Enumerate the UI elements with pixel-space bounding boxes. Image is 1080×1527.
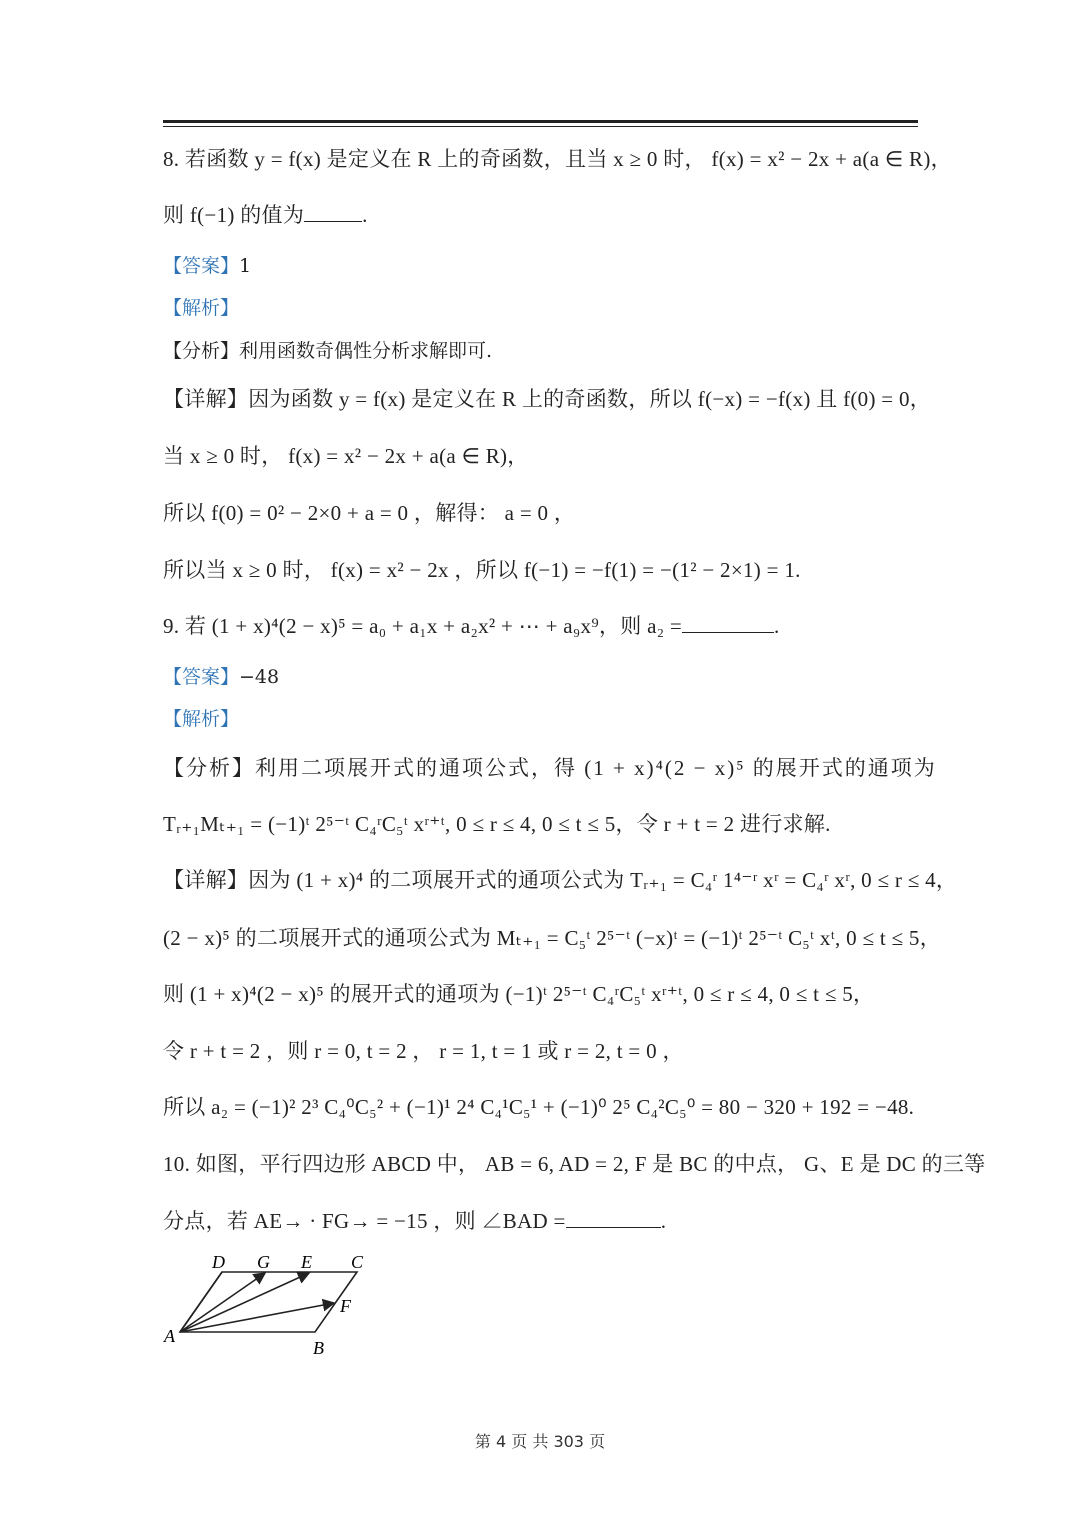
q9-stem-end: .: [774, 614, 780, 638]
q8-detail-line-4: 所以当 x ≥ 0 时， f(x) = x² − 2x ，所以 f(−1) = −f(1) = −(1² − 2×1) = 1.: [163, 558, 801, 582]
q10-answer-blank: [566, 1209, 661, 1228]
header-rule-top: [163, 120, 918, 123]
q8-fenxi-line: [163, 339, 492, 363]
q10-stem-line-1: 10. 如图，平行四边形 ABCD 中， AB = 6, AD = 2, F 是 BC 的中点， G、E 是 DC 的三等: [163, 1152, 986, 1176]
label-d: D: [212, 1252, 225, 1272]
q9-stem-text: 9. 若 (1 + x)⁴(2 − x)⁵ = a₀ + a₁x + a₂x² + ⋯ + a₉x⁹，则 a₂ =: [163, 614, 683, 638]
q8-detail-line-3: 所以 f(0) = 0² − 2×0 + a = 0 ，解得： a = 0 ，: [163, 501, 576, 525]
q8-answer-line: [163, 254, 251, 278]
label-e: E: [301, 1252, 312, 1272]
q8-stem-line-2: [163, 203, 368, 227]
vector-ae: [180, 1273, 309, 1332]
q9-answer-value: −48: [239, 666, 280, 688]
vector-ag: [180, 1273, 265, 1332]
label-f: F: [340, 1296, 351, 1316]
q9-answer-line: [163, 665, 279, 689]
q8-fenxi-tag: 【分析】: [163, 340, 240, 362]
q10-stem-end: .: [660, 1209, 667, 1233]
q8-detail-text-1: 因为函数 y = f(x) 是定义在 R 上的奇函数，所以 f(−x) = −f(x) 且 f(0) = 0，: [248, 387, 932, 411]
q9-detail-line-2: (2 − x)⁵ 的二项展开式的通项公式为 Mₜ₊₁ = C₅ᵗ 2⁵⁻ᵗ (−x)ᵗ = (−1)ᵗ 2⁵⁻ᵗ C₅ᵗ xᵗ, 0 ≤ t ≤ 5，: [163, 926, 942, 950]
label-g: G: [257, 1252, 270, 1272]
q9-fenxi-text-1: 利用二项展开式的通项公式，得 (1 + x)⁴(2 − x)⁵ 的展开式的通项为: [255, 756, 937, 780]
q8-stem-end: .: [362, 203, 368, 227]
q8-stem-text: 则 f(−1) 的值为: [163, 203, 305, 227]
label-a: A: [164, 1326, 175, 1346]
q9-answer-blank: [682, 614, 774, 633]
q9-fenxi-line-1: [163, 756, 937, 780]
q8-detail-line-1: [163, 387, 931, 411]
q9-answer-tag: 【答案】: [163, 666, 240, 688]
q9-stem-line: [163, 614, 780, 638]
vector-af: [180, 1303, 334, 1332]
q8-detail-tag: 【详解】: [163, 387, 249, 411]
q8-answer-tag: 【答案】: [163, 255, 240, 277]
q9-fenxi-tag: 【分析】: [163, 756, 255, 780]
q9-detail-line-1: [163, 868, 957, 892]
q10-stem-line-2: [163, 1209, 666, 1233]
q9-fenxi-line-2: Tᵣ₊₁Mₜ₊₁ = (−1)ᵗ 2⁵⁻ᵗ C₄ʳC₅ᵗ xʳ⁺ᵗ, 0 ≤ r ≤ 4, 0 ≤ t ≤ 5，令 r + t = 2 进行求解.: [163, 812, 831, 836]
q8-answer-blank: [304, 203, 362, 222]
parallelogram-outline: [180, 1272, 357, 1332]
label-c: C: [351, 1252, 364, 1272]
q9-detail-text-1: 因为 (1 + x)⁴ 的二项展开式的通项公式为 Tᵣ₊₁ = C₄ʳ 1⁴⁻ʳ xʳ = C₄ʳ xʳ, 0 ≤ r ≤ 4，: [248, 868, 958, 892]
q8-detail-line-2: 当 x ≥ 0 时， f(x) = x² − 2x + a(a ∈ R)，: [163, 444, 529, 468]
q8-fenxi-text: 利用函数奇偶性分析求解即可.: [239, 340, 493, 362]
q8-analysis-tag: 【解析】: [163, 297, 240, 319]
q9-detail-tag: 【详解】: [163, 868, 249, 892]
q10-stem-text: 分点，若 AE→ · FG→ = −15 ，则 ∠BAD =: [163, 1209, 566, 1233]
q9-detail-line-5: 所以 a₂ = (−1)² 2³ C₄⁰C₅² + (−1)¹ 2⁴ C₄¹C₅¹ + (−1)⁰ 2⁵ C₄²C₅⁰ = 80 − 320 + 192 = −48.: [163, 1095, 915, 1119]
q9-detail-line-3: 则 (1 + x)⁴(2 − x)⁵ 的展开式的通项为 (−1)ᵗ 2⁵⁻ᵗ C₄ʳC₅ᵗ xʳ⁺ᵗ, 0 ≤ r ≤ 4, 0 ≤ t ≤ 5，: [163, 982, 875, 1006]
q8-answer-value: 1: [239, 255, 252, 277]
header-rule-bottom: [163, 126, 918, 127]
page-footer: 第 4 页 共 303 页: [474, 1432, 606, 1451]
parallelogram-figure: [160, 1250, 380, 1360]
q8-stem-line-1: 8. 若函数 y = f(x) 是定义在 R 上的奇函数，且当 x ≥ 0 时， f(x) = x² − 2x + a(a ∈ R)，: [163, 147, 952, 171]
label-b: B: [313, 1338, 324, 1358]
q9-detail-line-4: 令 r + t = 2 ，则 r = 0, t = 2 ， r = 1, t = 1 或 r = 2, t = 0 ，: [163, 1039, 684, 1063]
q9-analysis-tag: 【解析】: [163, 708, 240, 730]
